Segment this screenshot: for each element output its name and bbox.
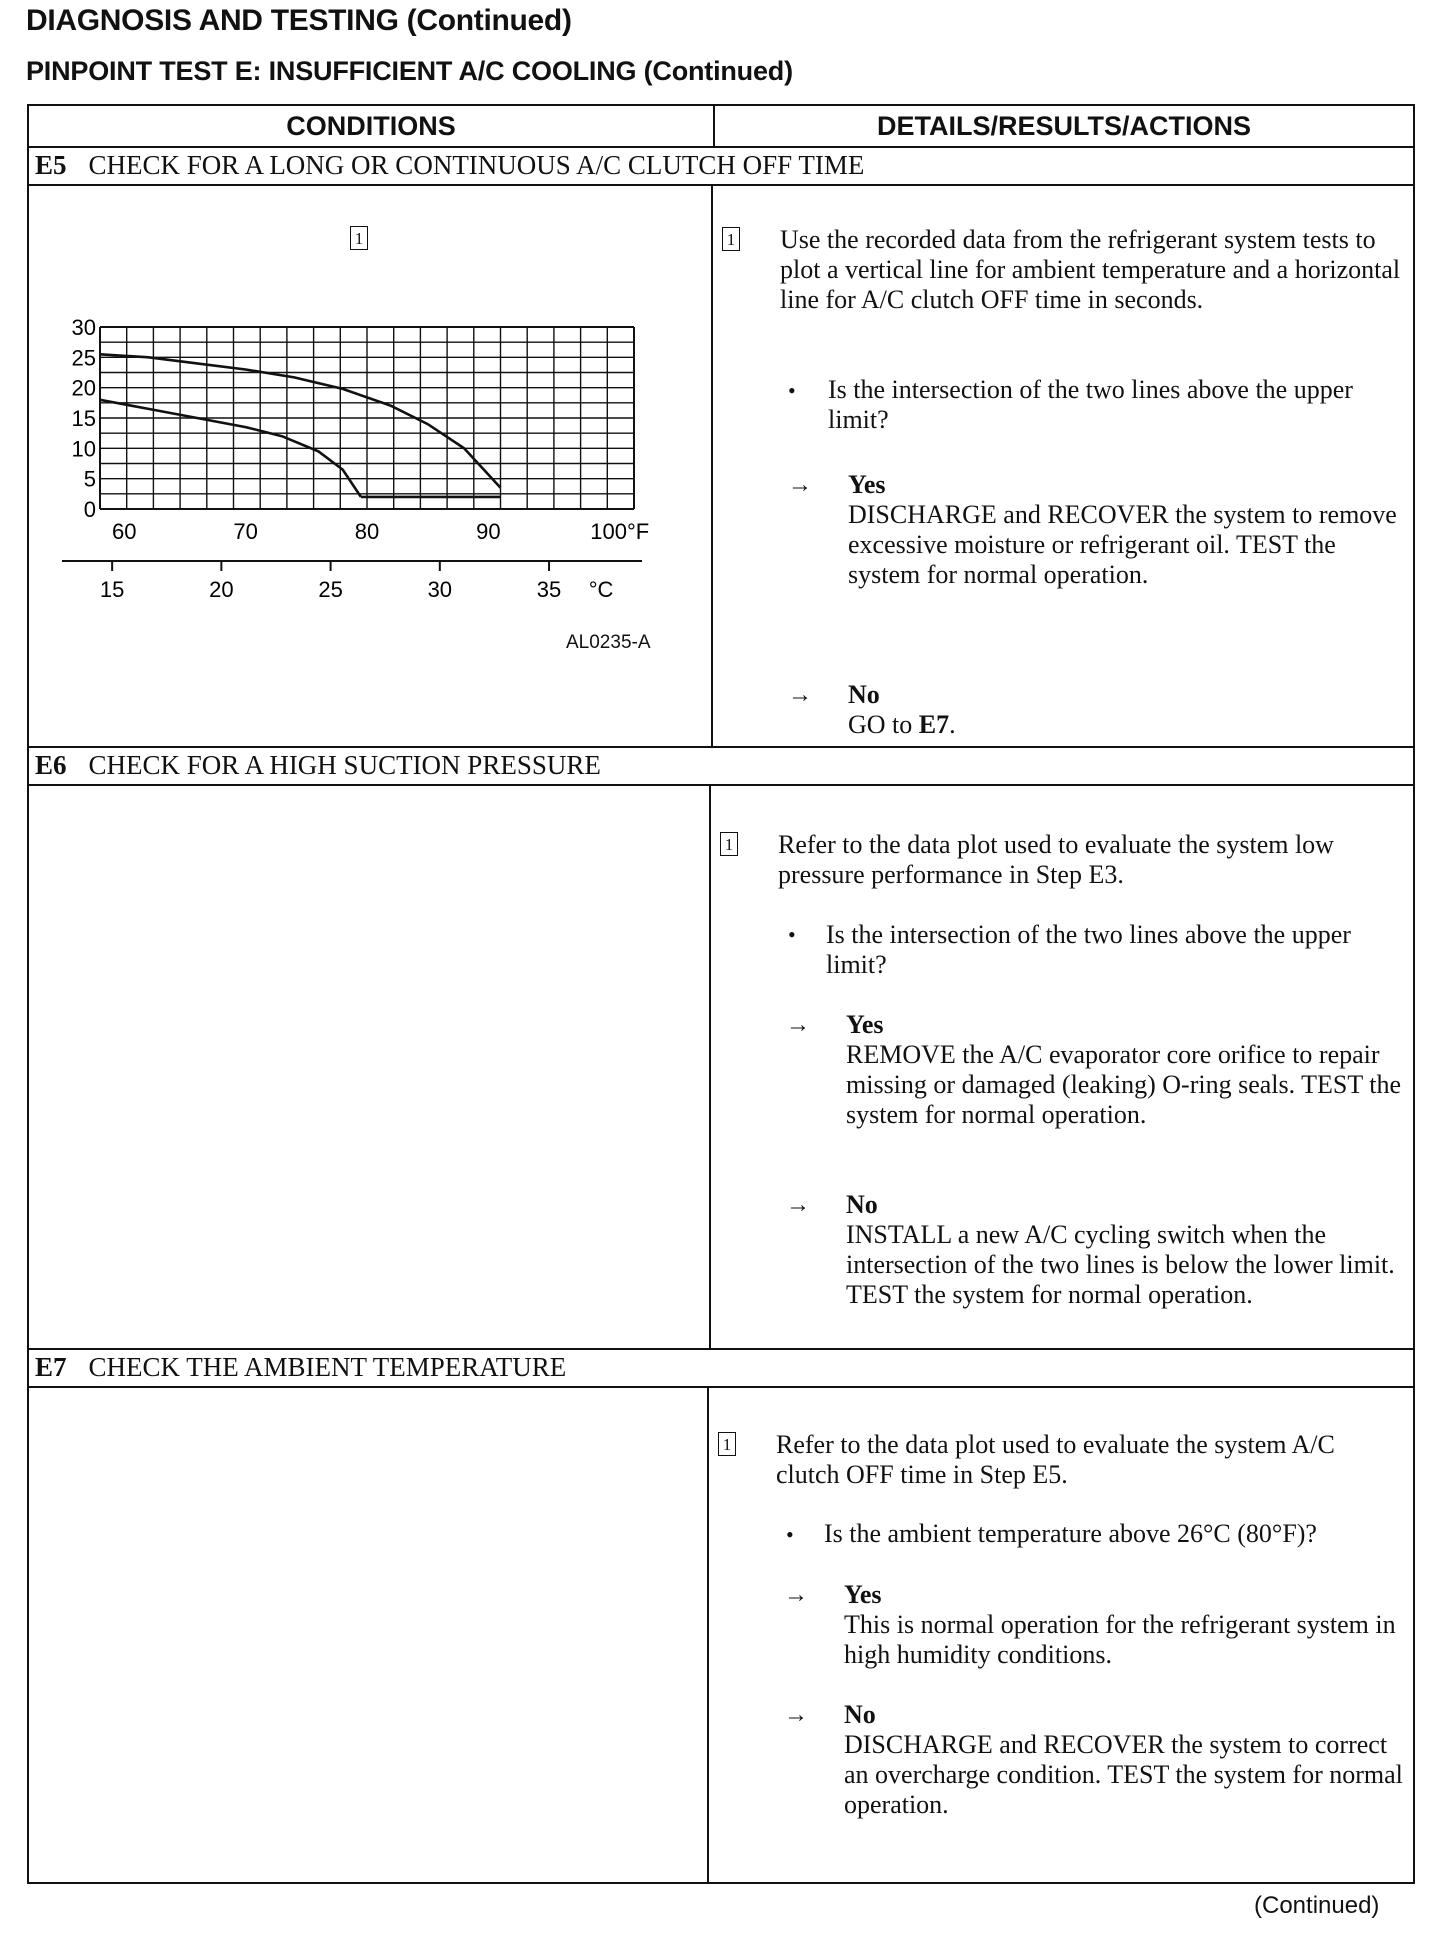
- arrow-no-e7: →: [784, 1702, 808, 1728]
- y-tick-label: 10: [71, 436, 96, 462]
- x-tick-label-f: 90: [476, 519, 501, 544]
- continued-label: (Continued): [1254, 1892, 1380, 1919]
- yes-label-e6: Yes: [846, 1010, 884, 1039]
- x-tick-label-c: 30: [427, 577, 453, 602]
- step-marker-e7: 1: [718, 1432, 736, 1456]
- column-header-conditions: CONDITIONS: [286, 111, 456, 141]
- x-tick-label-c: 20: [209, 577, 234, 602]
- x-tick-label-f: 60: [112, 519, 137, 544]
- column-header-details: DETAILS/RESULTS/ACTIONS: [876, 111, 1251, 141]
- arrow-yes-e7: →: [784, 1582, 808, 1608]
- section-title-e5: E5 CHECK FOR A LONG OR CONTINUOUS A/C CLUTCH OFF TIME: [35, 150, 865, 180]
- y-tick-label: 5: [83, 466, 96, 492]
- x-tick-label-c: 35: [536, 577, 562, 602]
- yes-action-e5: DISCHARGE and RECOVER the system to remove excessive moisture or refrigerant oil. TEST the system for normal operation.: [848, 500, 1397, 589]
- instruction-e6: Refer to the data plot used to evaluate the system low pressure performance in Step E3.: [778, 830, 1334, 889]
- yes-action-e6: REMOVE the A/C evaporator core orifice to repair missing or damaged (leaking) O-ring seals. TEST the system for normal operation.: [846, 1040, 1402, 1129]
- y-tick-label: 30: [71, 315, 96, 340]
- x-tick-label-f: 70: [233, 519, 258, 544]
- no-action-e6: INSTALL a new A/C cycling switch when the intersection of the two lines is below the lower limit. TEST the system for normal operation.: [846, 1220, 1395, 1309]
- x-tick-label-c: 25: [318, 577, 343, 602]
- no-label-e6: No: [846, 1190, 878, 1219]
- figure-code: AL0235-A: [566, 632, 651, 653]
- question-e6: Is the intersection of the two lines above the upper limit?: [826, 920, 1351, 979]
- question-e7: Is the ambient temperature above 26°C (80°F)?: [824, 1519, 1317, 1548]
- step-marker-e6: 1: [720, 832, 738, 856]
- arrow-no-e6: →: [786, 1192, 810, 1218]
- question-e5: Is the intersection of the two lines above the upper limit?: [828, 375, 1353, 434]
- arrow-no-e5: →: [788, 682, 812, 708]
- section-title-e6: E6 CHECK FOR A HIGH SUCTION PRESSURE: [35, 750, 601, 780]
- no-label-e7: No: [844, 1700, 876, 1729]
- y-tick-label: 0: [83, 497, 96, 522]
- x-tick-label-f: 100°F: [590, 519, 650, 544]
- x-tick-label-f: 80: [354, 519, 380, 544]
- arrow-yes-e6: →: [786, 1012, 810, 1038]
- y-tick-label: 15: [71, 406, 96, 431]
- section-title-e7: E7 CHECK THE AMBIENT TEMPERATURE: [35, 1352, 567, 1382]
- series-line-1: [100, 354, 501, 488]
- yes-label-e7: Yes: [844, 1580, 882, 1609]
- x-unit-label-c: °C: [588, 577, 614, 602]
- instruction-e7: Refer to the data plot used to evaluate the system A/C clutch OFF time in Step E5.: [776, 1430, 1335, 1489]
- y-tick-label: 25: [71, 345, 96, 371]
- clutch-off-time-chart: [52, 205, 692, 645]
- no-label-e5: No: [848, 680, 880, 709]
- page-subtitle: PINPOINT TEST E: INSUFFICIENT A/C COOLING (Continued): [26, 56, 793, 86]
- bullet-e5: •: [788, 378, 796, 403]
- bullet-e6: •: [788, 922, 796, 947]
- figure-step-marker: 1: [350, 226, 368, 250]
- page-title: DIAGNOSIS AND TESTING (Continued): [26, 4, 572, 37]
- no-action-e7: DISCHARGE and RECOVER the system to correct an overcharge condition. TEST the system for normal operation.: [844, 1730, 1403, 1819]
- instruction-e5: Use the recorded data from the refrigerant system tests to plot a vertical line for ambient temperature and a horizontal line for A/C clutch OFF time in seconds.: [780, 225, 1401, 314]
- yes-action-e7: This is normal operation for the refrigerant system in high humidity conditions.: [844, 1610, 1396, 1669]
- bullet-e7: •: [786, 1522, 794, 1547]
- arrow-yes-e5: →: [788, 472, 812, 498]
- yes-label-e5: Yes: [848, 470, 886, 499]
- link-e7[interactable]: E7: [918, 710, 950, 739]
- step-marker-e5: 1: [722, 227, 740, 251]
- no-action-e5: GO to E7.: [848, 710, 956, 739]
- y-tick-label: 20: [71, 375, 96, 401]
- x-tick-label-c: 15: [99, 577, 125, 602]
